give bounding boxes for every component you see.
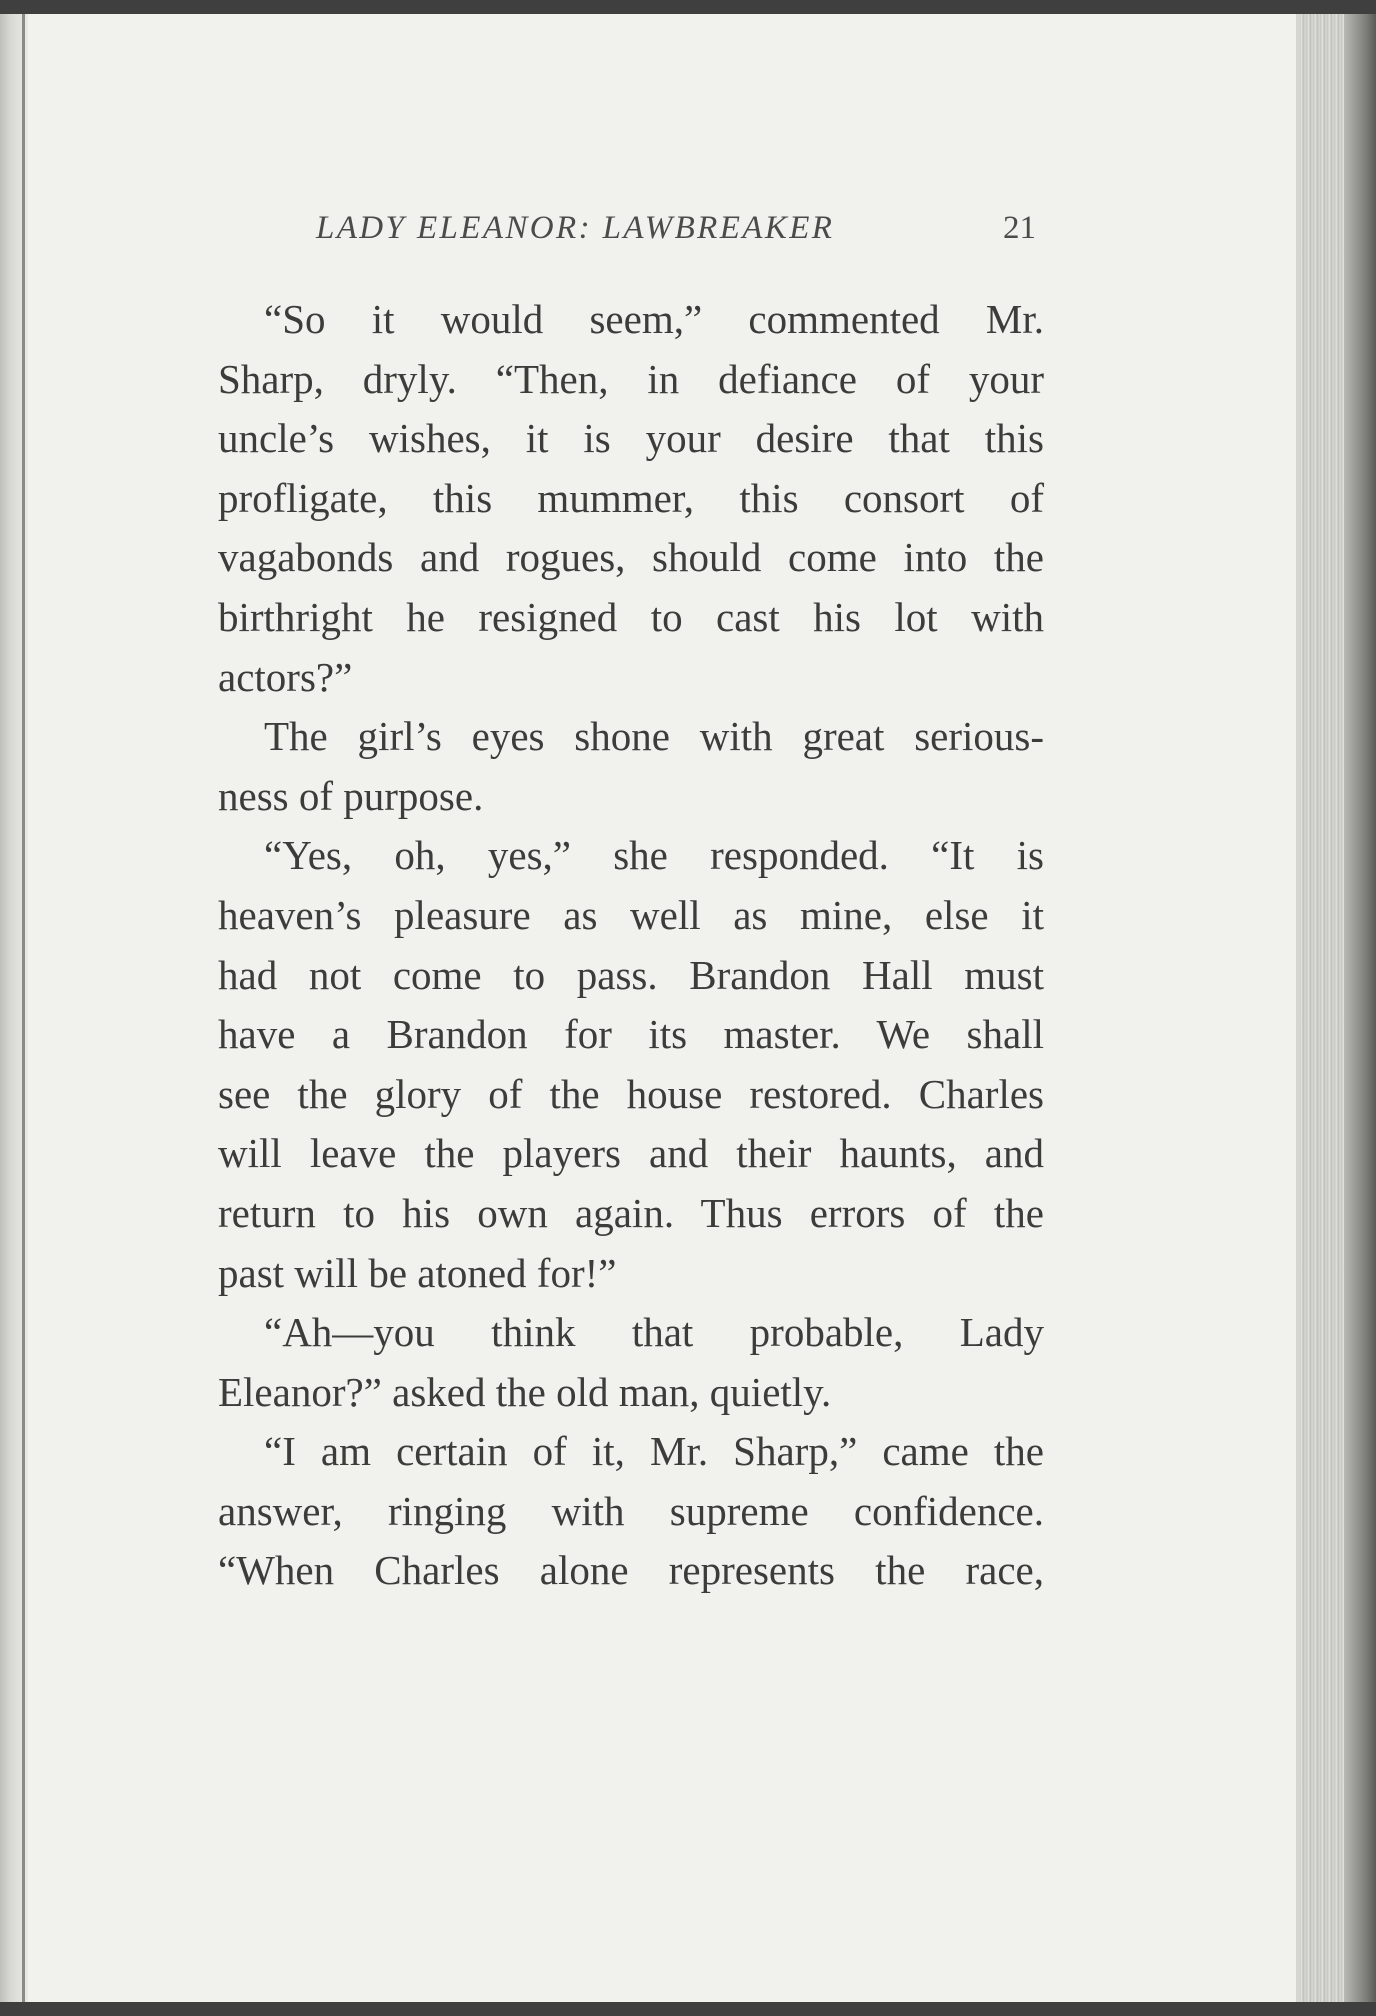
book-cover-edge <box>1344 14 1376 2002</box>
text-line: The girl’s eyes shone with great serious- <box>264 713 1044 760</box>
text-line: profligate, this mummer, this consort of <box>218 474 1044 521</box>
text-line: “So it would seem,” commented Mr. <box>264 296 1044 342</box>
text-line: return to his own again. Thus errors of the <box>218 1189 1044 1236</box>
text-line: will leave the players and their haunts, and <box>218 1130 1044 1177</box>
text-line: actors?” <box>218 653 353 700</box>
text-line: heaven’s pleasure as well as mine, else it <box>218 891 1044 938</box>
text-line: Sharp, dryly. “Then, in defiance of your <box>218 355 1044 402</box>
running-title: LADY ELEANOR: LAWBREAKER <box>316 210 835 246</box>
text-line: had not come to pass. Brandon Hall must <box>218 951 1044 998</box>
scan-top-border <box>0 0 1376 14</box>
text-line: see the glory of the house restored. Charles <box>218 1070 1044 1117</box>
scan-bottom-border <box>0 2002 1376 2016</box>
page-number: 21 <box>1003 210 1036 246</box>
running-head <box>316 210 1036 258</box>
text-line: “I am certain of it, Mr. Sharp,” came the <box>264 1428 1044 1475</box>
text-line: birthright he resigned to cast his lot with <box>218 593 1044 640</box>
text-line: have a Brandon for its master. We shall <box>218 1011 1044 1058</box>
text-line: vagabonds and rogues, should come into the <box>218 534 1044 581</box>
text-line: answer, ringing with supreme confidence. <box>218 1487 1044 1534</box>
text-line: “Ah—you think that probable, Lady <box>264 1309 1044 1356</box>
gutter-shadow <box>22 14 25 2002</box>
body-text <box>218 290 1044 1601</box>
text-line: ness of purpose. <box>218 772 484 819</box>
text-line: “When Charles alone represents the race, <box>218 1547 1044 1594</box>
text-line: Eleanor?” asked the old man, quietly. <box>218 1368 832 1415</box>
text-line: past will be atoned for!” <box>218 1249 617 1296</box>
text-line: uncle’s wishes, it is your desire that this <box>218 415 1044 462</box>
text-line: “Yes, oh, yes,” she responded. “It is <box>264 832 1044 879</box>
